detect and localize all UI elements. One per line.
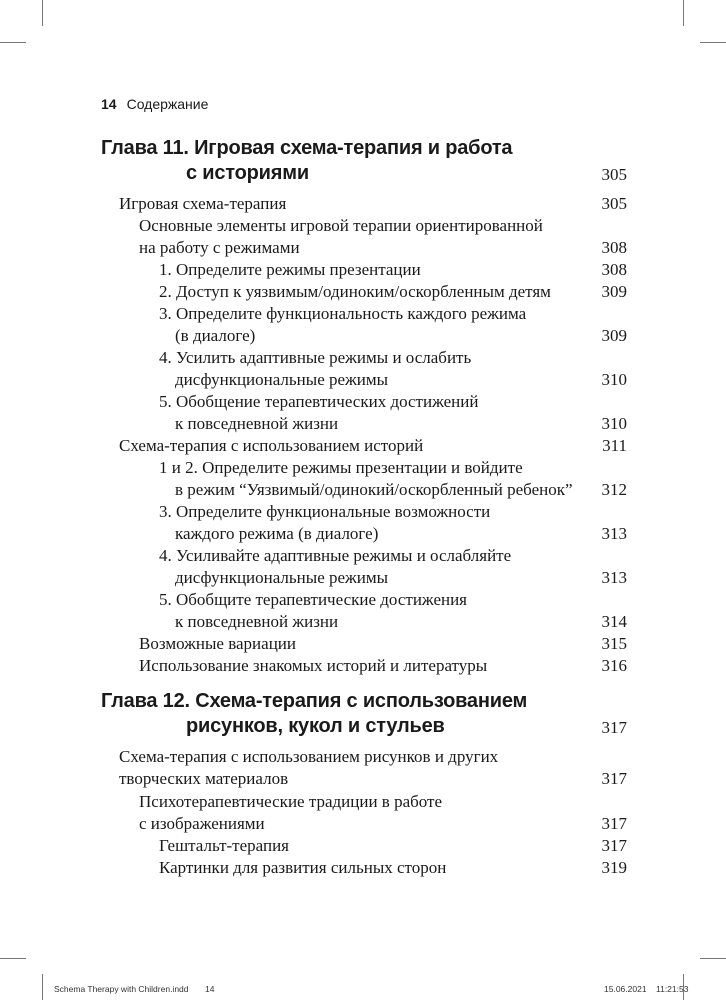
footer-page: 14 [205, 984, 215, 994]
toc-entry-cont: с изображениями [139, 814, 265, 833]
toc-entry-cont: в режим “Уязвимый/одинокий/оскорбленный ребенок” [175, 480, 573, 499]
toc-entry-cont: к повседневной жизни [175, 414, 339, 433]
chapter-11-title-line1: Глава 11. Игровая схема-терапия и работа [101, 137, 513, 159]
toc-page: 316 [601, 656, 627, 675]
page-number: 14 [101, 96, 117, 112]
chapter-12-page: 317 [601, 718, 627, 737]
toc-entry: 3. Определите функциональные возможности [159, 502, 491, 521]
chapter-12-title-line1: Глава 12. Схема-терапия с использованием [101, 690, 528, 712]
footer-filename: Schema Therapy with Children.indd [54, 984, 189, 994]
toc-page: 315 [601, 634, 627, 653]
toc-page: 313 [601, 524, 627, 543]
footer-time: 11:21:53 [656, 984, 689, 994]
toc-entry-cont: на работу с режимами [139, 238, 300, 257]
toc-page: 308 [601, 260, 627, 279]
toc-page: 310 [601, 370, 627, 389]
toc-entry: 1 и 2. Определите режимы презентации и войдите [159, 458, 523, 477]
toc-entry: 5. Обобщение терапевтических достижений [159, 392, 479, 411]
chapter-12-title-line2: рисунков, кукол и стульев [186, 715, 445, 737]
toc-entry: Возможные вариации [139, 634, 296, 653]
toc-entry: Психотерапевтические традиции в работе [139, 792, 443, 811]
toc-entry: Схема-терапия с использованием историй [119, 436, 424, 455]
toc-entry: 5. Обобщите терапевтические достижения [159, 590, 468, 609]
toc-page: 305 [601, 194, 627, 213]
toc-entry: Игровая схема-терапия [119, 194, 287, 213]
crop-mark [700, 42, 726, 43]
toc-entry: Картинки для развития сильных сторон [159, 858, 447, 877]
toc-page: 319 [601, 858, 627, 877]
toc-entry-cont: дисфункциональные режимы [175, 370, 389, 389]
toc-entry: Схема-терапия с использованием рисунков и других [119, 747, 499, 766]
toc-entry: 4. Усилить адаптивные режимы и ослабить [159, 348, 472, 367]
toc-page: 310 [601, 414, 627, 433]
toc-entry-cont: каждого режима (в диалоге) [175, 524, 379, 543]
section-title: Содержание [126, 96, 209, 112]
crop-mark [42, 0, 43, 26]
toc-entry: Гештальт-терапия [159, 836, 289, 855]
footer-date: 15.06.2021 [604, 984, 647, 994]
chapter-11-title-line2: с историями [186, 162, 309, 184]
toc-page: 313 [601, 568, 627, 587]
chapter-11-page: 305 [601, 165, 627, 184]
toc-entry-cont: дисфункциональные режимы [175, 568, 389, 587]
toc-entry-cont: (в диалоге) [175, 326, 256, 345]
toc-page: 317 [601, 836, 627, 855]
crop-mark [683, 0, 684, 26]
running-head [101, 96, 208, 112]
crop-mark [0, 42, 26, 43]
toc-page: 317 [601, 769, 627, 788]
toc-page: 308 [601, 238, 627, 257]
crop-mark [42, 974, 43, 1000]
toc-page: 317 [601, 814, 627, 833]
toc-entry: Использование знакомых историй и литературы [139, 656, 488, 675]
toc-page: 309 [601, 326, 627, 345]
toc-entry: Основные элементы игровой терапии ориентированной [139, 216, 543, 235]
toc-page: 312 [601, 480, 627, 499]
toc-page: 314 [601, 612, 627, 631]
toc-entry: 3. Определите функциональность каждого режима [159, 304, 527, 323]
crop-mark [0, 958, 26, 959]
toc-page: 309 [601, 282, 627, 301]
toc-entry: 1. Определите режимы презентации [159, 260, 421, 279]
toc-page: 311 [602, 436, 627, 455]
toc-entry-cont: творческих материалов [119, 769, 289, 788]
toc-entry: 2. Доступ к уязвимым/одиноким/оскорбленным детям [159, 282, 551, 301]
crop-mark [700, 958, 726, 959]
toc-entry: 4. Усиливайте адаптивные режимы и ослабляйте [159, 546, 512, 565]
toc-entry-cont: к повседневной жизни [175, 612, 339, 631]
